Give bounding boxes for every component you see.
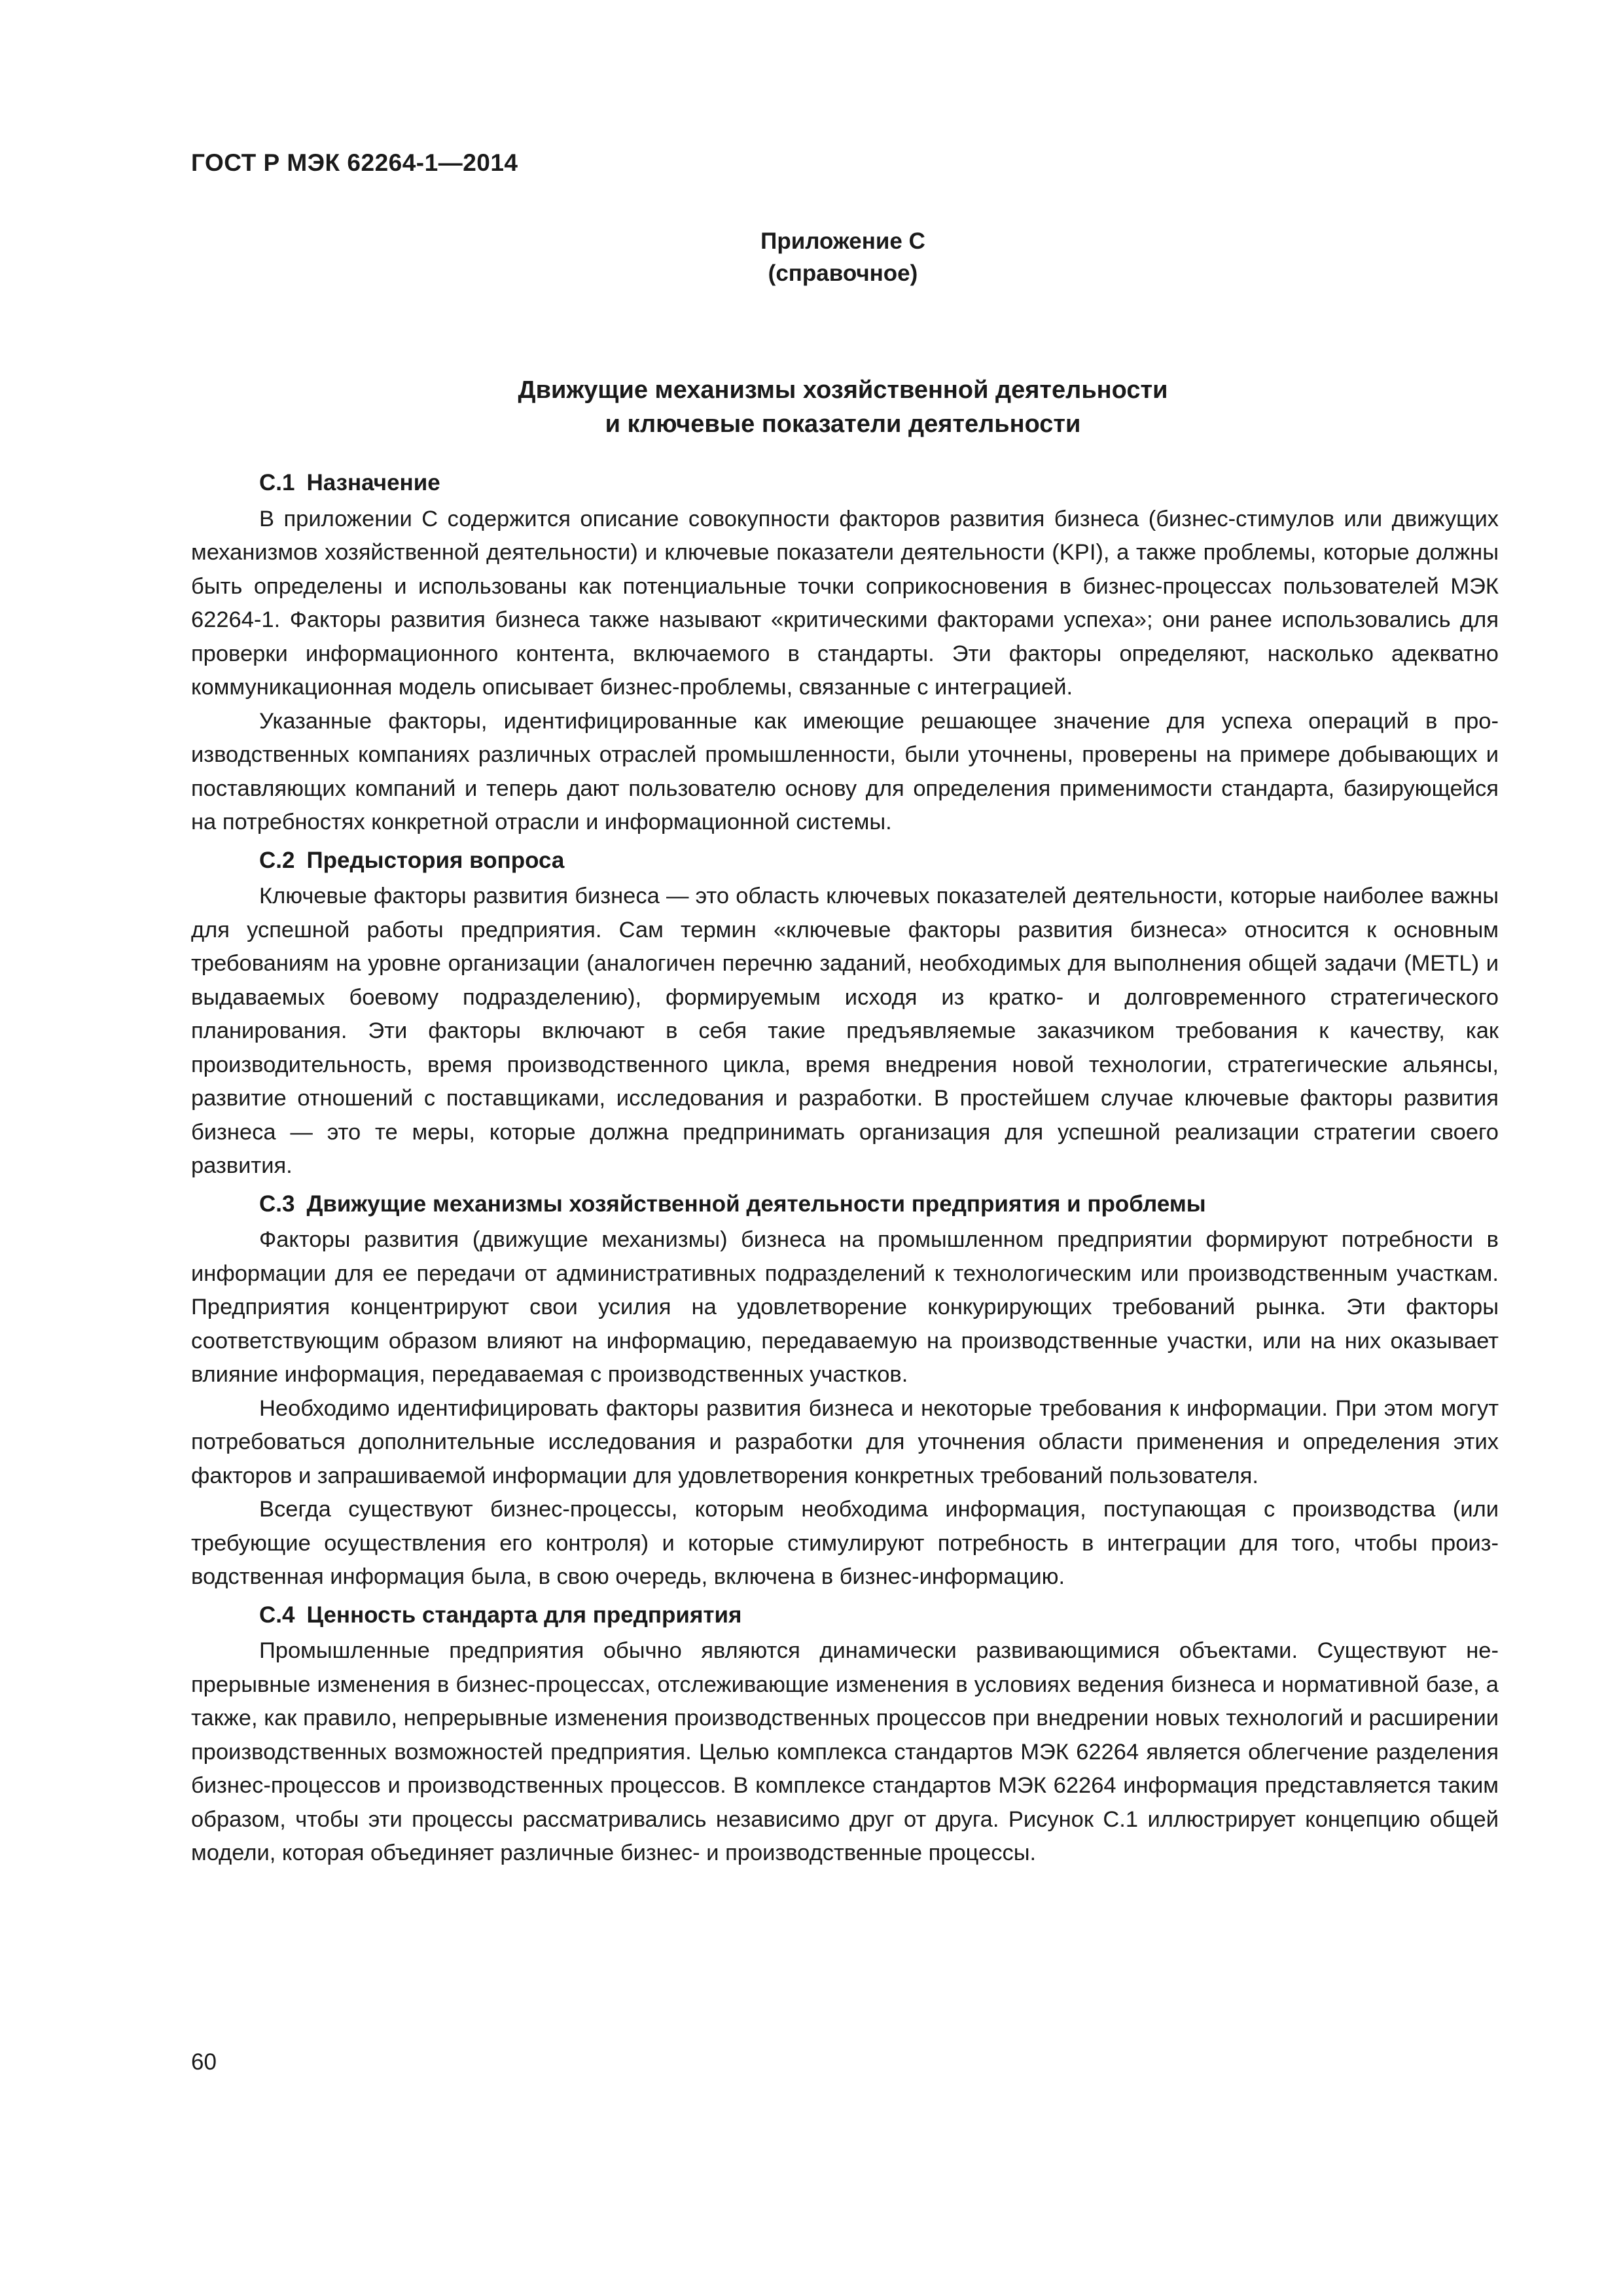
paragraph: Указанные факторы, идентифицированные как имеющие решающее значение для успеха операций в производственных компаниях различных отраслей промышленности, были уточнены, проверены на примере добывающих и поставляющих компаний и теперь дают пользователю основу для определения применимости стандарта, базирующейся на потребностях конкретной отрасли и информационной системы. bbox=[191, 708, 1499, 834]
section-heading bbox=[191, 1187, 1499, 1221]
document-body bbox=[191, 466, 1499, 1874]
section-title: Назначение bbox=[306, 470, 440, 495]
page-title bbox=[0, 373, 1623, 441]
section-c3 bbox=[191, 1187, 1499, 1594]
page-title-line-1: Движущие механизмы хозяйственной деятельности bbox=[518, 376, 1168, 404]
paragraph: Ключевые факторы развития бизнеса — это область ключевых показателей деятельности, которые наиболее важны для успешной работы предприятия. Сам термин «ключевые факторы развития бизнеса» относится к основным требованиям на уровне организации (аналогичен перечню заданий, необходимых для выполнения общей задачи (METL) и выдаваемых боевому подразделению), формируемым исходя из кратко- и долговременного стратегического планирования. Эти факторы включают в себя такие предъявляемые заказчиком требования к качеству, как производительность, время производственного цикла, время внедрения новой технологии, стратегические альянсы, развитие отношений с поставщиками, исследования и разработки. В простейшем случае ключевые факторы развития бизнеса — это те меры, которые должна предпринимать организация для успешной реализации стратегии своего развития. bbox=[191, 884, 1499, 1178]
section-title: Ценность стандарта для предприятия bbox=[306, 1602, 742, 1628]
paragraph: Факторы развития (движущие механизмы) бизнеса на промышленном предприятии формируют потребности в информации для ее передачи от административных подразделений к технологическим или производственным участкам. Предприятия концентрируют свои усилия на удовлетворение конкурирующих требований рынка. Эти факторы соответствующим образом влияют на информацию, передаваемую на производственные участки, или на них оказывает влияние информация, передаваемая с производственных участков. bbox=[191, 1227, 1499, 1387]
appendix-heading bbox=[0, 225, 1623, 289]
document-code-header: ГОСТ Р МЭК 62264-1—2014 bbox=[191, 149, 518, 176]
paragraph: Всегда существуют бизнес-процессы, которым необходима информация, поступающая с производства (или требующие осуществления его контроля) и которые стимулируют потребность в интеграции для того, чтобы производственная информация была, в свою очередь, включена в бизнес-информацию. bbox=[191, 1497, 1499, 1589]
section-number: С.4 bbox=[259, 1602, 295, 1628]
section-title: Предыстория вопроса bbox=[306, 847, 565, 873]
paragraph: В приложении С содержится описание совокупности факторов развития бизнеса (бизнес-стимулов или движущих механизмов хозяйственной деятельности) и ключевые показатели деятельности (KPI), а также проблемы, которые должны быть определены и использованы как потенциальные точки соприкосновения в бизнес-процессах пользователей МЭК 62264-1. Факторы развития бизнеса также называют «критическими факторами успеха»; они ранее использовались для проверки информационного контента, включаемого в стандарты. Эти факторы определяют, насколько адекватно коммуникационная модель описывает бизнес-проблемы, связанные с интеграцией. bbox=[191, 506, 1499, 700]
section-c2 bbox=[191, 844, 1499, 1183]
paragraph: Необходимо идентифицировать факторы развития бизнеса и некоторые требования к информации. При этом могут потребоваться дополнительные исследования и разработки для уточнения области применения и определения этих факторов и запрашиваемой информации для удовлетворения конкретных требований пользователя. bbox=[191, 1395, 1499, 1488]
section-heading bbox=[191, 466, 1499, 500]
appendix-type: (справочное) bbox=[768, 260, 918, 286]
section-c4 bbox=[191, 1598, 1499, 1871]
section-c1 bbox=[191, 466, 1499, 840]
paragraph: Промышленные предприятия обычно являются динамически развивающимися объектами. Существуют непрерывные изменения в бизнес-процессах, отслеживающие изменения в условиях ведения бизнеса и нормативной базе, а также, как правило, непрерывные изменения производственных процессов при внедрении новых технологий и расширении производственных возможностей предприятия. Целью комплекса стандартов МЭК 62264 является облегчение разделения бизнес-процессов и производственных процессов. В комплексе стандартов МЭК 62264 информация представляется таким образом, чтобы эти процессы рассматривались независимо друг от друга. Рисунок С.1 иллюстрирует концепцию общей модели, которая объединяет различные бизнес- и производственные процессы. bbox=[191, 1638, 1499, 1865]
section-title: Движущие механизмы хозяйственной деятельности предприятия и проблемы bbox=[306, 1191, 1206, 1217]
section-heading bbox=[191, 844, 1499, 878]
section-heading bbox=[191, 1598, 1499, 1632]
page-title-line-2: и ключевые показатели деятельности bbox=[605, 410, 1081, 438]
section-number: С.2 bbox=[259, 847, 295, 873]
appendix-label: Приложение С bbox=[760, 228, 925, 254]
section-number: С.3 bbox=[259, 1191, 295, 1217]
page-number: 60 bbox=[191, 2049, 217, 2075]
section-number: С.1 bbox=[259, 470, 295, 495]
